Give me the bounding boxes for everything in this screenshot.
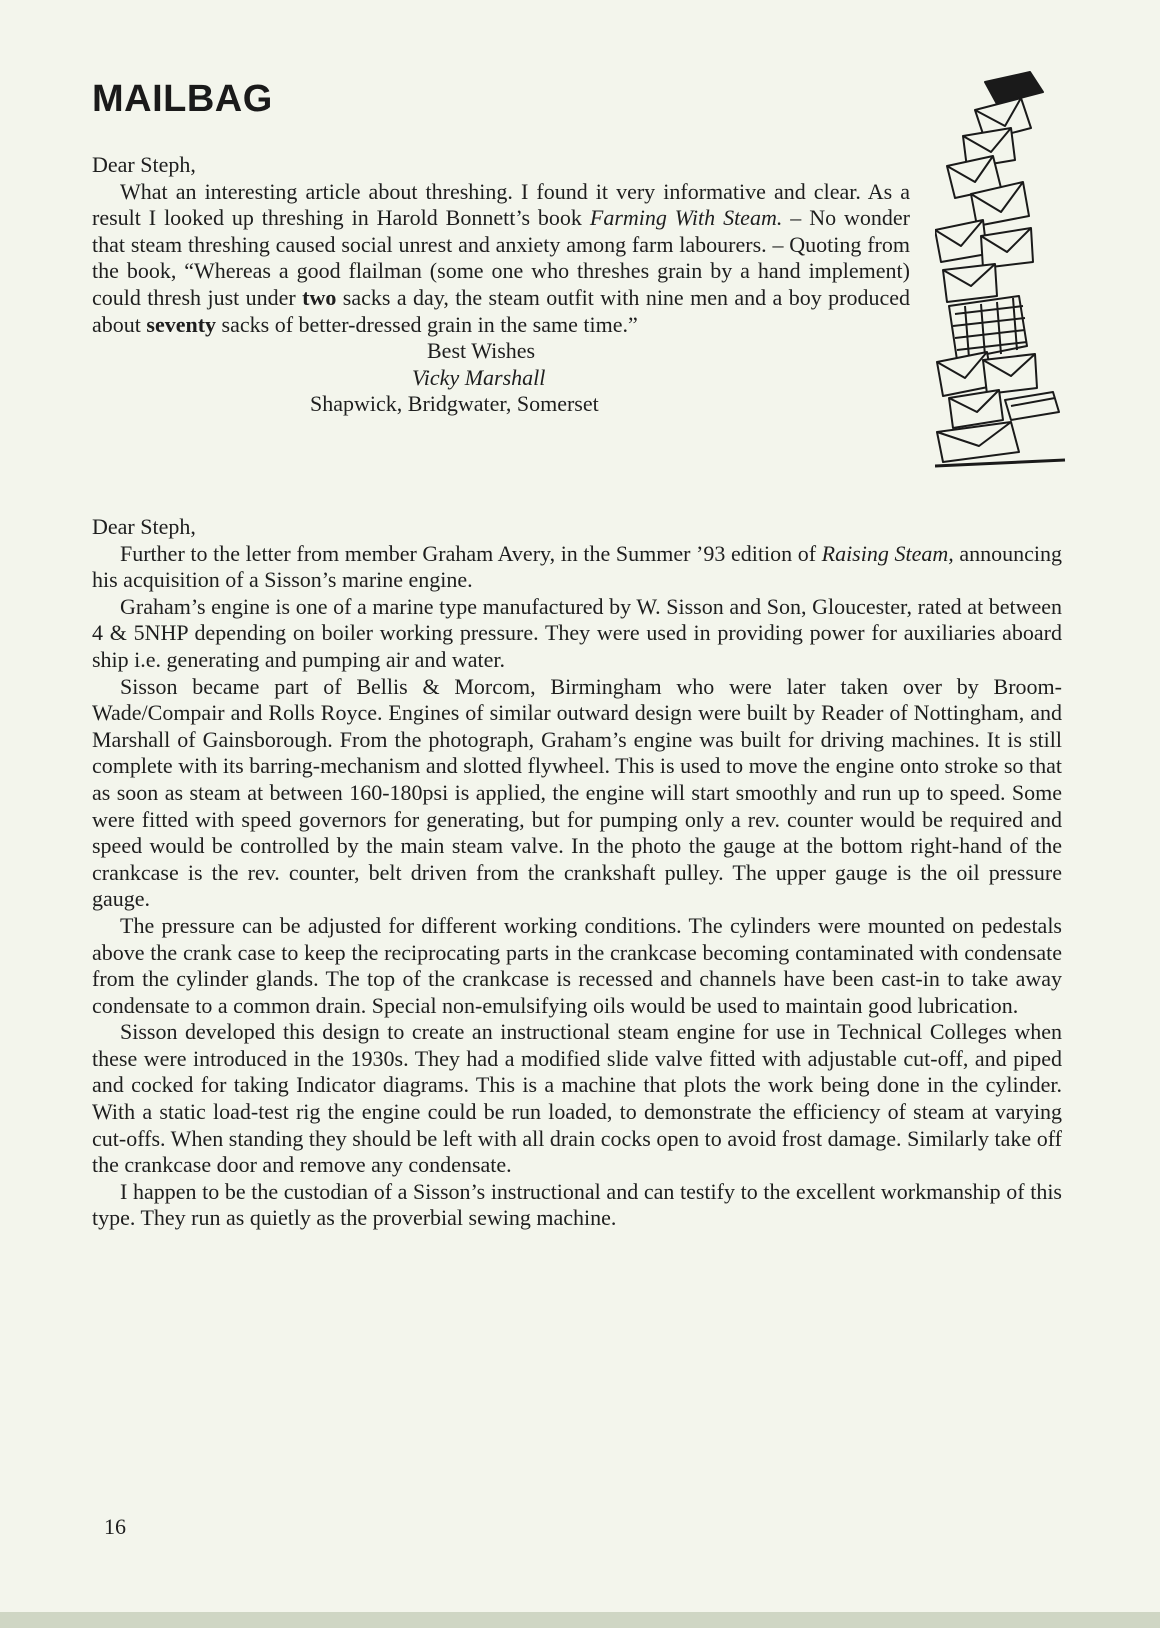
- body-text: Further to the letter from member Graham Avery, in the Summer ’93 edition of: [120, 540, 822, 566]
- publication-title: Raising Steam,: [821, 540, 954, 566]
- letter-paragraph: I happen to be the custodian of a Sisson’s instructional and can testify to the excellent workmanship of this type. They run as quietly as the proverbial sewing machine.: [92, 1178, 1062, 1231]
- body-text: What an interesting article about threshing. I found it very informative and clear. As a result I looked up threshing in Harold Bonnett’s book: [92, 178, 910, 231]
- letter-paragraph: Graham’s engine is one of a marine type manufactured by W. Sisson and Son, Gloucester, rated at between 4 & 5NHP depending on boiler working pressure. They were used in providing power for auxiliaries aboard ship i.e. generating and pumping air and water.: [92, 593, 1062, 672]
- book-title: Farming With Steam.: [589, 205, 783, 231]
- letter-paragraph: [92, 541, 1062, 594]
- page-edge: [0, 1612, 1160, 1628]
- letter-paragraph: Sisson became part of Bellis & Morcom, Birmingham who were later taken over by Broom-Wade/Compair and Rolls Royce. Engines of similar outward design were built by Reader of Nottingham, and Marshall of Gainsborough. From the photograph, Graham’s engine was built for driving machines. It is still complete with its barring-mechanism and slotted flywheel. This is used to move the engine onto stroke so that as soon as steam at between 160-180psi is applied, the engine will start smoothly and run up to speed. Some were fitted with speed governors for generating, but for pumping only a rev. counter would be required and speed would be controlled by the main steam valve. In the photo the gauge at the bottom right-hand of the crankcase is the rev. counter, belt driven from the crankshaft pulley. The upper gauge is the oil pressure gauge.: [92, 673, 1062, 912]
- letter-body: [92, 179, 910, 339]
- body-text: sacks a day, the steam outfit with nine men and a boy produced about: [92, 284, 910, 337]
- letter-paragraph: The pressure can be adjusted for different working conditions. The cylinders were mounted on pedestals above the crank case to keep the reciprocating parts in the crankcase becoming contaminated with condensate from the cylinder glands. The top of the crankcase is recessed and channels have been cast-in to take away condensate to a common drain. Special non-emulsifying oils would be used to maintain good lubrication.: [92, 912, 1062, 1018]
- body-text: – No wonder that steam threshing caused social unrest and anxiety among farm labourers. – Quoting from the book, “Whereas a good flailman (some one who threshes grain by a hand implement) could thresh just under: [92, 205, 910, 310]
- body-text: sacks of better-dressed grain in the same time.”: [216, 311, 638, 337]
- mail-pile-icon: [935, 70, 1070, 470]
- letter-signature-name: Vicky Marshall: [412, 364, 546, 390]
- letter-signature-place: Shapwick, Bridgwater, Somerset: [310, 391, 599, 417]
- body-text: announcing his acquisition of a Sisson’s marine engine.: [92, 540, 1062, 593]
- page-title: MAILBAG: [92, 78, 273, 120]
- letter-sisson-engine: [92, 514, 1062, 1232]
- letter-vicky-marshall: [92, 152, 910, 418]
- letter-salutation: Dear Steph,: [92, 152, 196, 177]
- emphasis-seventy: seventy: [146, 311, 217, 337]
- emphasis-two: two: [302, 284, 337, 310]
- page-number: 16: [104, 1514, 126, 1539]
- letter-closing: Best Wishes: [427, 338, 536, 364]
- letter-paragraph: Sisson developed this design to create an instructional steam engine for use in Technical Colleges when these were introduced in the 1930s. They had a modified slide valve fitted with adjustable cut-off, and piped and cocked for taking Indicator diagrams. This is a machine that plots the work being done in the cylinder. With a static load-test rig the engine could be run loaded, to demonstrate the efficiency of steam at varying cut-offs. When standing they should be left with all drain cocks open to avoid frost damage. Similarly take off the crankcase door and remove any condensate.: [92, 1019, 1062, 1178]
- letter-salutation: Dear Steph,: [92, 514, 196, 539]
